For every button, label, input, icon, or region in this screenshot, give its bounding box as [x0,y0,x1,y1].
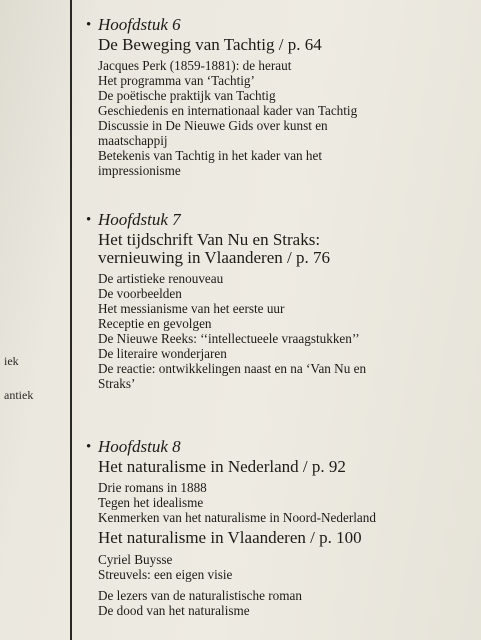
section-item: Streuvels: een eigen visie [98,567,233,582]
section-item: De artistieke renouveau [98,271,224,286]
margin-bleed-text: iek [4,354,19,368]
chapter-title-text: Het naturalisme in Nederland [98,457,299,476]
section-item: Discussie in De Nieuwe Gids over kunst en [98,118,328,133]
margin-rule [70,0,72,640]
section-item: Geschiedenis en internationaal kader van Tachtig [98,103,358,118]
section-item: De dood van het naturalisme [98,603,250,618]
section-item: maatschappij [98,133,168,148]
chapter-heading [86,210,476,230]
chapter-title [86,36,476,54]
bullet-icon: • [86,439,92,455]
section-item: impressionisme [98,163,181,178]
section-item: Het messianisme van het eerste uur [98,301,285,316]
chapter-number: Hoofdstuk 8 [98,437,181,456]
chapter-number: Hoofdstuk 7 [98,210,181,229]
page-reference: / p. 76 [286,248,330,267]
section-item: De poëtische praktijk van Tachtig [98,88,276,103]
section-item: Straks’ [98,376,136,391]
page-reference: / p. 64 [278,35,322,54]
chapter-number: Hoofdstuk 6 [98,15,181,34]
chapter-6 [86,15,476,178]
chapter-heading [86,437,476,457]
chapter-7 [86,210,476,391]
section-item: De reactie: ontwikkelingen naast en na ‘Van Nu en [98,361,367,376]
section-item: Het programma van ‘Tachtig’ [98,73,255,88]
section-list [86,480,476,525]
section-item: Kenmerken van het naturalisme in Noord-Nederland [98,510,376,525]
bullet-icon: • [86,212,92,228]
section-item: De voorbeelden [98,286,182,301]
chapter-subtitle [86,528,476,548]
chapter-title [86,458,476,476]
margin-bleed-text: antiek [4,388,34,402]
section-list [86,271,476,391]
section-item: Cyriel Buysse [98,552,173,567]
chapter-8 [86,437,476,618]
section-list [86,58,476,178]
section-item: De literaire wonderjaren [98,346,227,361]
bullet-icon: • [86,17,92,33]
chapter-title-text: Het tijdschrift Van Nu en Straks: [98,230,321,249]
section-item: De lezers van de naturalistische roman [98,588,302,603]
chapter-heading [86,15,476,35]
page-reference: / p. 100 [310,528,362,547]
page-reference: / p. 92 [302,457,346,476]
chapter-title-text: vernieuwing in Vlaanderen [98,248,283,267]
section-item: Receptie en gevolgen [98,316,212,331]
section-item: De Nieuwe Reeks: ‘‘intellectueele vraagstukken’’ [98,331,360,346]
section-item: Jacques Perk (1859-1881): de heraut [98,58,292,73]
chapter-title [86,231,476,267]
section-item: Tegen het idealisme [98,495,204,510]
chapter-title-text: De Beweging van Tachtig [98,35,275,54]
chapter-subtitle-text: Het naturalisme in Vlaanderen [98,528,306,547]
section-item: Drie romans in 1888 [98,480,207,495]
section-list [86,552,476,618]
section-item: Betekenis van Tachtig in het kader van het [98,148,323,163]
